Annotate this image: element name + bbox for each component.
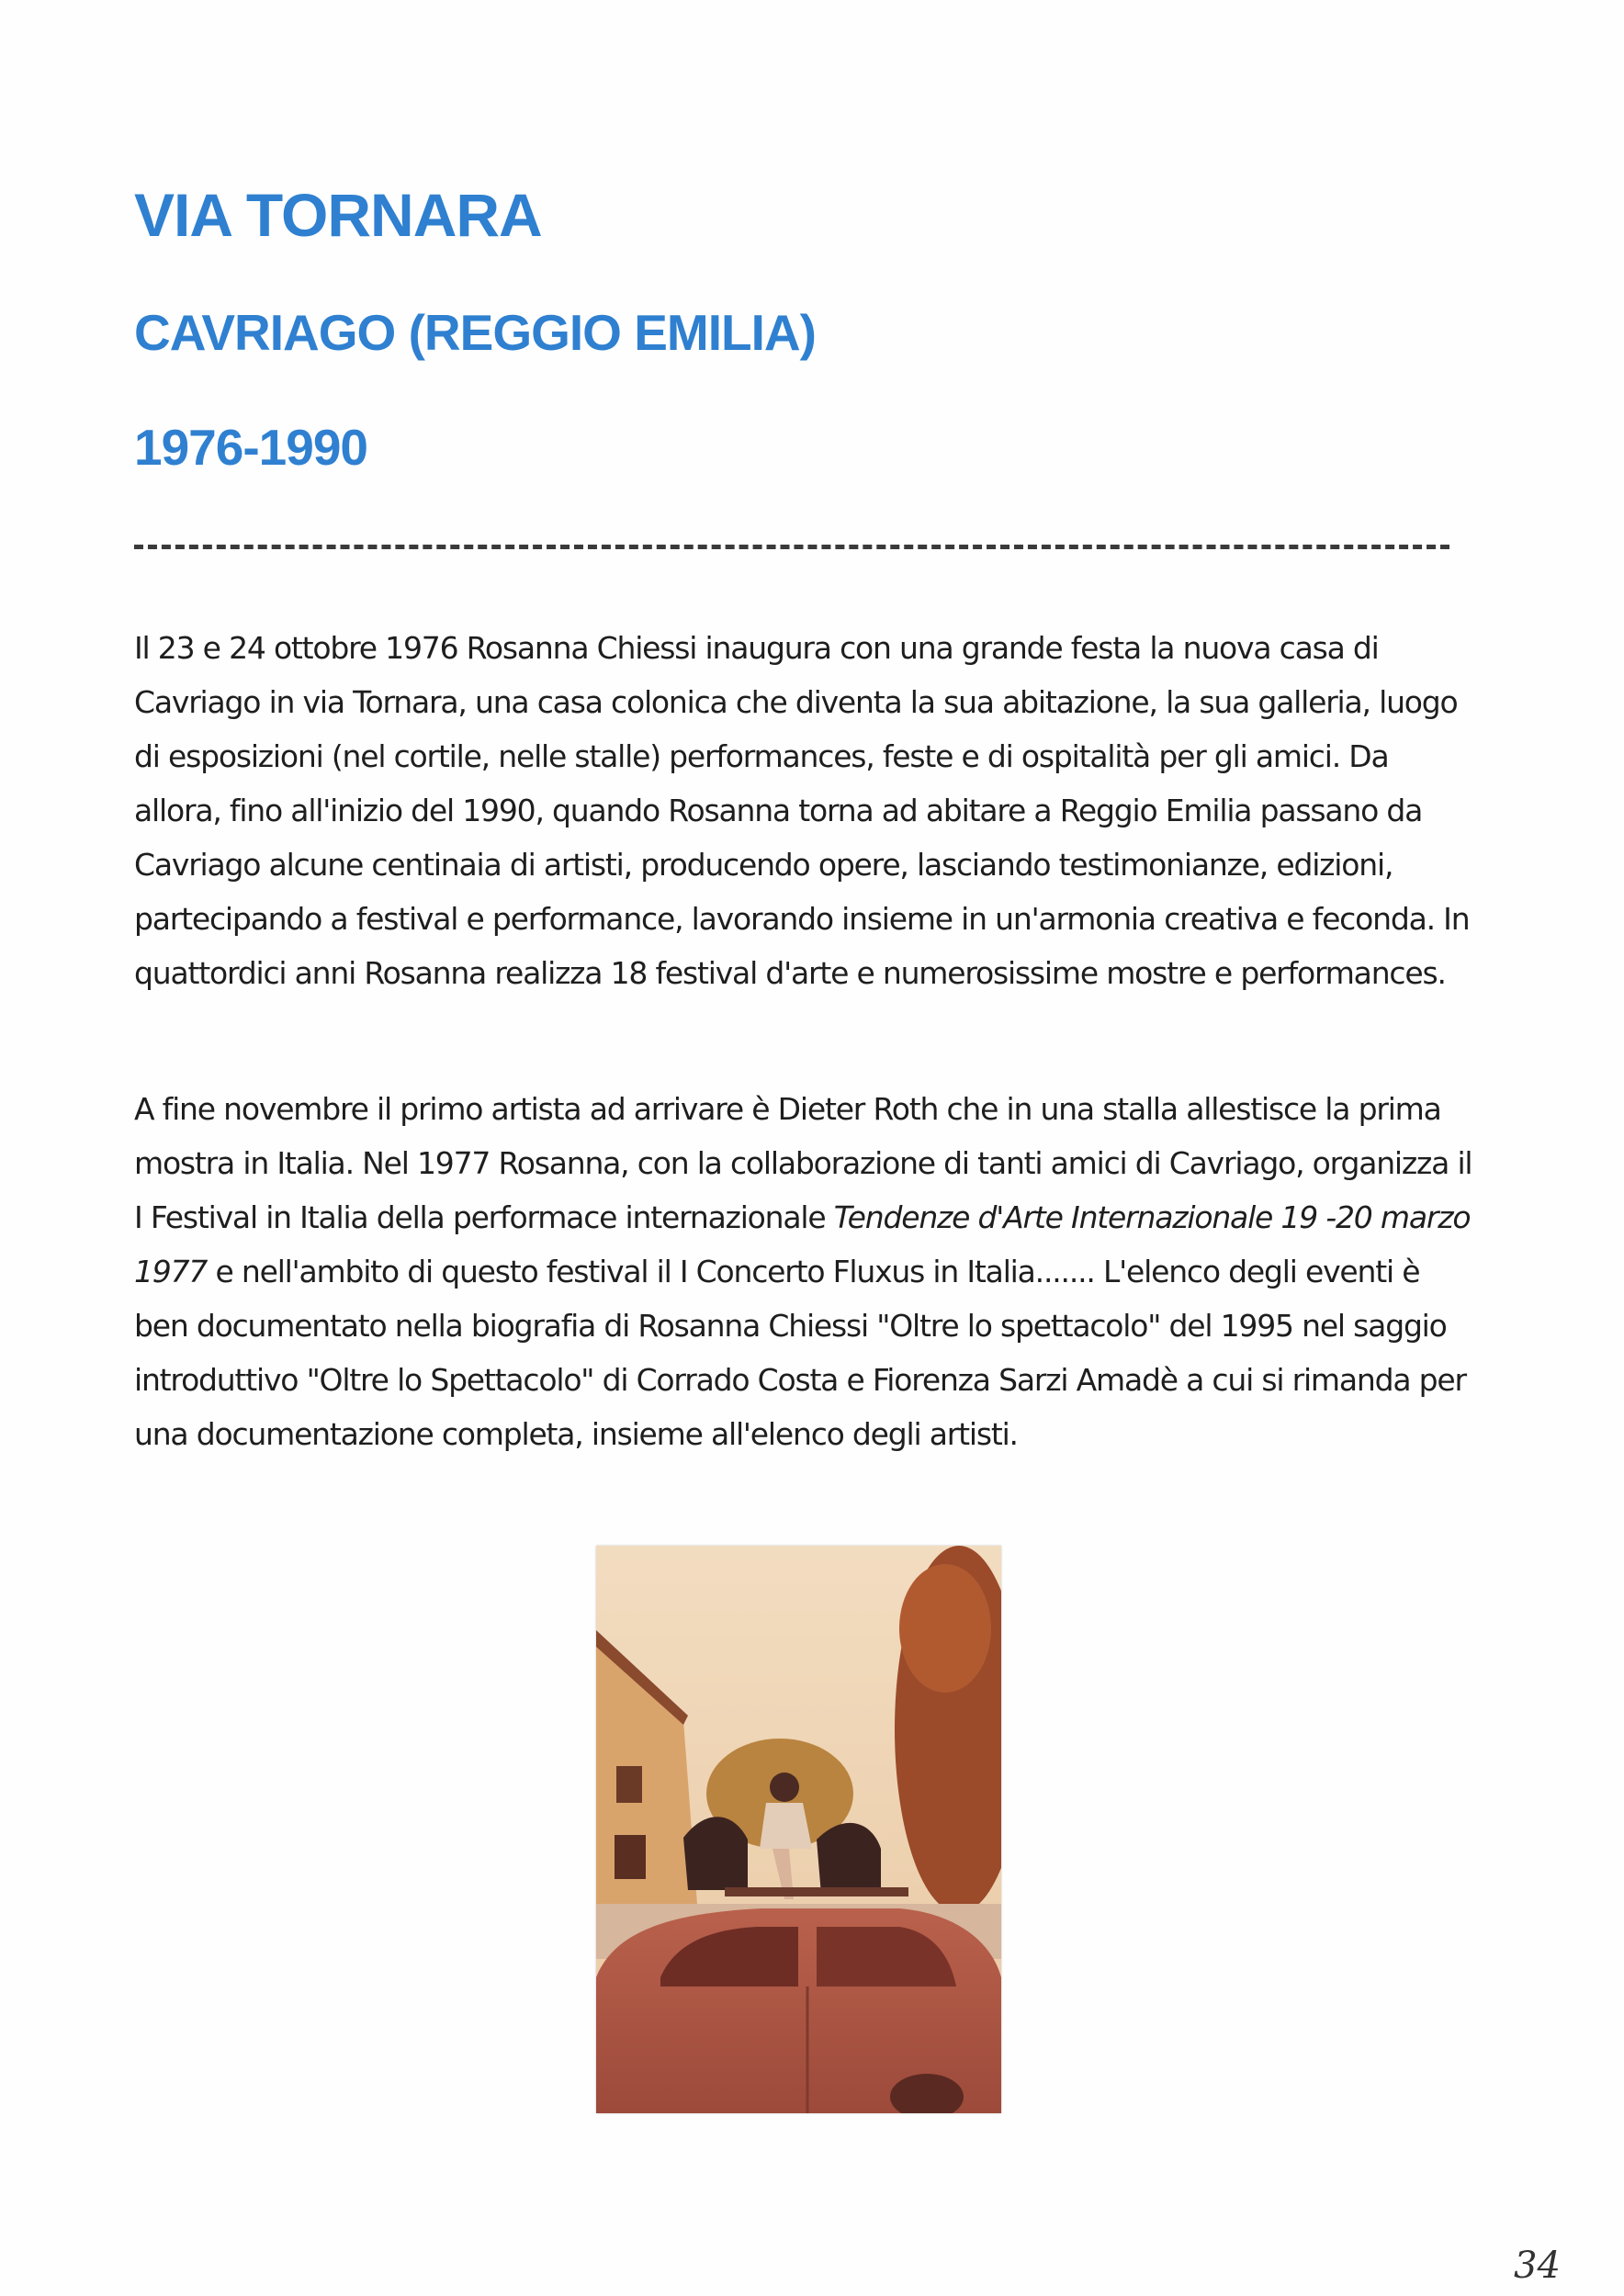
page-number: 34 xyxy=(1514,2245,1561,2287)
photo-window xyxy=(616,1766,642,1803)
photo-window-lower xyxy=(615,1835,646,1879)
photo-person-body xyxy=(760,1803,812,1849)
photo-car-roof xyxy=(596,1546,1001,2113)
photo-illustration xyxy=(596,1546,1001,2113)
festival-title-italic: Tendenze d'Arte Internazionale 19 -20 marzo 1977 xyxy=(134,1199,1471,1289)
photo-tree-top xyxy=(899,1564,991,1693)
page-title: VIA TORNARA xyxy=(134,181,542,249)
page-subtitle-place: CAVRIAGO (REGGIO EMILIA) xyxy=(134,304,816,361)
photo-roof-rack xyxy=(725,1887,908,1896)
photo-person-head xyxy=(770,1773,799,1802)
paragraph-events xyxy=(134,1082,1475,1461)
page-subtitle-years: 1976-1990 xyxy=(134,419,368,476)
paragraph-events-text-end: e nell'ambito di questo festival il I Concerto Fluxus in Italia....... L'elenco degli eventi è ben documentato nella biografia di Rosanna Chiessi "Oltre lo spettacolo" del 1995 nel saggio introduttivo "Oltre lo Spettacolo" di Corrado Costa e Fiorenza Sarzi Amadè a cui si rimanda per una documentazione completa, insieme all'elenco degli artisti. xyxy=(134,1254,1466,1452)
dashed-divider xyxy=(134,545,1449,549)
paragraph-intro: Il 23 e 24 ottobre 1976 Rosanna Chiessi inaugura con una grande festa la nuova casa di Cavriago in via Tornara, una casa colonica che diventa la sua abitazione, la sua galleria, luogo di esposizioni (nel cortile, nelle stalle) performances, feste e di ospitalità per gli amici. Da allora, fino all'inizio del 1990, quando Rosanna torna ad abitare a Reggio Emilia passano da Cavriago alcune centinaia di artisti, producendo opere, lasciando testimonianze, edizioni, partecipando a festival e performance, lavorando insieme in un'armonia creativa e feconda. In quattordici anni Rosanna realizza 18 festival d'arte e numerosissime mostre e performances. xyxy=(134,630,1470,991)
photo-chair-left xyxy=(683,1817,748,1890)
photo-chair-right xyxy=(817,1823,881,1895)
paragraph-events-text-start: A fine novembre il primo artista ad arrivare è Dieter Roth che in una stalla allestisce la prima mostra in Italia. Nel 1977 Rosanna, con la collaborazione di tanti amici di Cavriago, organizza il I Festival in Italia della performace internazionale xyxy=(134,1091,1472,1235)
